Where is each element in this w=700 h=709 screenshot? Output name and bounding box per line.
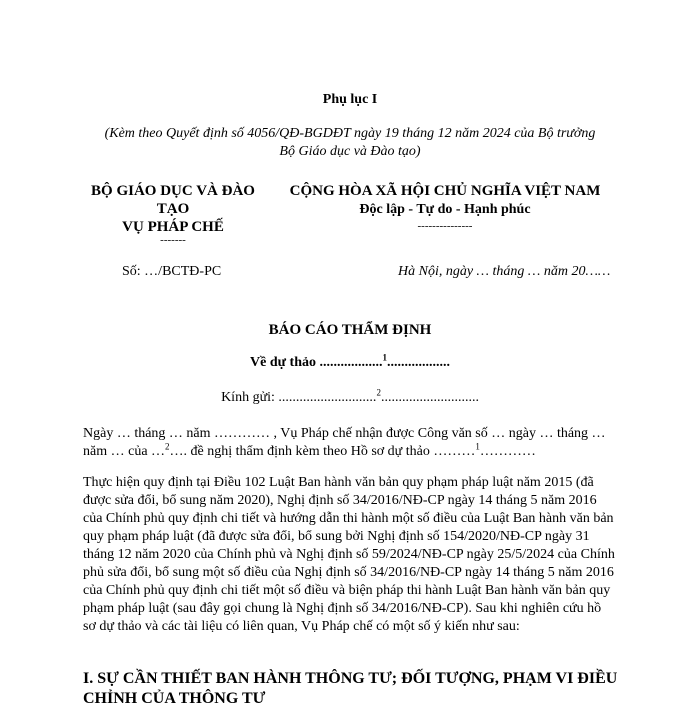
national-motto: Độc lập - Tự do - Hạnh phúc — [359, 202, 531, 217]
left-divider: ------- — [160, 234, 186, 246]
footnote-ref-2: 2 — [376, 387, 381, 398]
para1-footnote-2: 2 — [165, 441, 170, 452]
para1-text-b: …. đề nghị thẩm định kèm theo Hồ sơ dự thảo ……… — [169, 444, 476, 459]
body-paragraph-1 — [83, 425, 617, 461]
para1-text-a: Ngày … tháng … năm ………… , Vụ Pháp chế nhận được Công văn số … ngày … tháng … năm … của … — [83, 426, 606, 459]
footnote-ref-1: 1 — [382, 352, 387, 363]
section-1-heading: I. SỰ CẦN THIẾT BAN HÀNH THÔNG TƯ; ĐỐI TƯỢNG, PHẠM VI ĐIỀU CHỈNH CỦA THÔNG TƯ — [83, 670, 618, 707]
draft-suffix: .................. — [386, 355, 450, 370]
report-title: BÁO CÁO THẨM ĐỊNH — [268, 322, 432, 338]
national-title: CỘNG HÒA XÃ HỘI CHỦ NGHĨA VIỆT NAM — [289, 183, 601, 199]
recipient-line — [0, 389, 700, 407]
appendix-subtitle-line2: Bộ Giáo dục và Đào tạo) — [279, 144, 421, 159]
document-number: Số: …/BCTĐ-PC — [122, 264, 222, 279]
recipient-prefix: Kính gửi: ............................ — [221, 390, 377, 405]
para1-text-c: ………… — [479, 444, 536, 459]
para1-footnote-1: 1 — [475, 441, 480, 452]
appendix-subtitle-line1: (Kèm theo Quyết định số 4056/QĐ-BGDĐT ngày 19 tháng 12 năm 2024 của Bộ trưởng — [104, 126, 596, 141]
issuing-ministry — [83, 182, 263, 236]
draft-prefix: Về dự thảo .................. — [250, 355, 383, 370]
ministry-line2: TẠO — [156, 201, 190, 217]
right-divider: --------------- — [417, 220, 473, 232]
recipient-suffix: ............................ — [380, 390, 479, 405]
ministry-department: VỤ PHÁP CHẾ — [122, 219, 224, 235]
appendix-title: Phụ lục I — [322, 92, 378, 107]
report-draft-line — [0, 354, 700, 372]
body-paragraph-2: Thực hiện quy định tại Điều 102 Luật Ban hành văn bản quy phạm pháp luật năm 2015 (đã được sửa đổi, bổ sung năm 2020), Nghị định số 34/2016/NĐ-CP ngày 14 tháng 5 năm 2016 của Chính phủ quy định chi tiết và hướng dẫn thi hành một số điều của Luật Ban hành văn bản quy phạm pháp luật (đã được sửa đổi, bổ sung bởi Nghị định số 154/2020/NĐ-CP ngày 31 tháng 12 năm 2020 của Chính phủ và Nghị định số 59/2024/NĐ-CP ngày 25/5/2024 của Chính phủ sửa đổi, bổ sung một số điều của Nghị định số 34/2016/NĐ-CP ngày 14 tháng 5 năm 2016 của Chính phủ quy định chi tiết một số điều và biện pháp thi hành Luật Ban hành văn bản quy phạm pháp luật (sau đây gọi chung là Nghị định số 34/2016/NĐ-CP). Sau khi nghiên cứu hồ sơ dự thảo và các tài liệu có liên quan, Vụ Pháp chế có một số ý kiến như sau: — [83, 475, 615, 634]
place-date: Hà Nội, ngày … tháng … năm 20…… — [398, 264, 611, 279]
ministry-line1: BỘ GIÁO DỤC VÀ ĐÀO — [91, 183, 255, 199]
